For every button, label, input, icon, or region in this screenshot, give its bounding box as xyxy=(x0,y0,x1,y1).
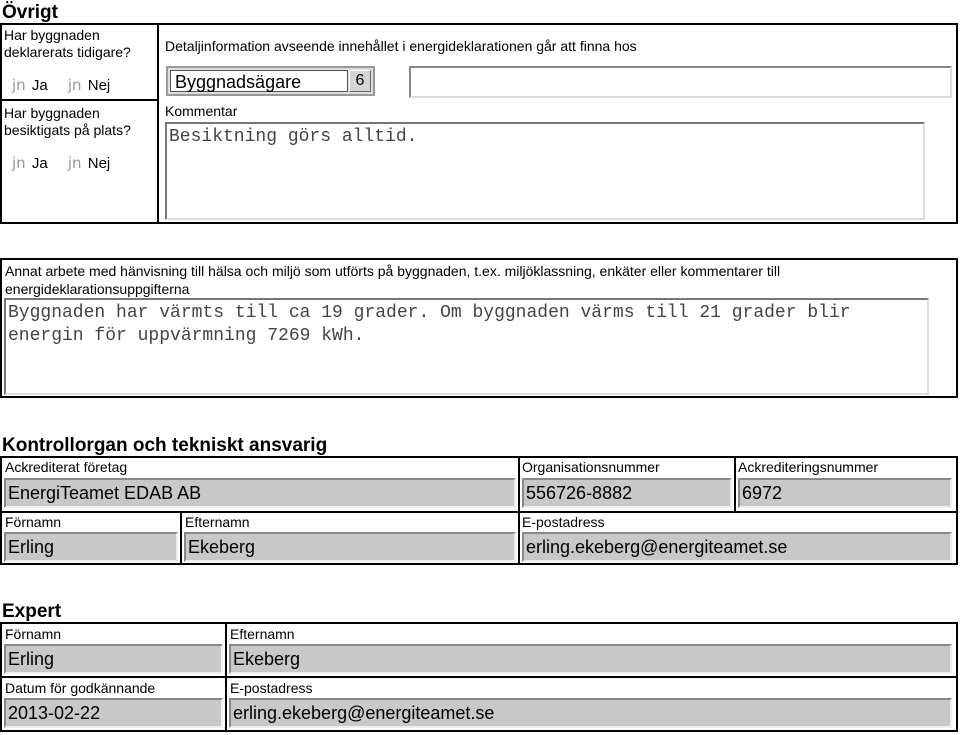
org-number-field[interactable]: 556726-8882 xyxy=(522,478,732,508)
expert-last-name-field[interactable]: Ekeberg xyxy=(229,644,952,674)
dropdown-button[interactable]: 6 xyxy=(349,70,371,92)
approval-date-label: Datum för godkännande xyxy=(5,680,156,696)
approval-date-field[interactable]: 2013-02-22 xyxy=(4,698,223,728)
radio-group-inspected xyxy=(12,154,110,172)
accreditation-number-field[interactable]: 6972 xyxy=(738,478,952,508)
expert-last-name-label: Efternamn xyxy=(230,626,295,642)
kontroll-email-label: E-postadress xyxy=(522,514,605,530)
other-work-label: Annat arbete med hänvisning till hälsa och miljö som utförts på byggnaden, t.ex. miljöklassning, enkäter eller kommentarer till energideklarationsuppgifterna xyxy=(5,263,781,297)
expert-col-divider xyxy=(225,622,227,732)
radio-declared-yes[interactable]: jn xyxy=(12,76,26,94)
kontroll-first-name-field[interactable]: Erling xyxy=(4,532,178,562)
radio-inspected-yes[interactable]: jn xyxy=(12,154,26,172)
detail-info-label: Detaljinformation avseende innehållet i energideklarationen går att finna hos xyxy=(165,38,637,54)
radio-inspected-no[interactable]: jn xyxy=(67,154,82,172)
expert-email-field[interactable]: erling.ekeberg@energiteamet.se xyxy=(229,698,952,728)
kontroll-col-divider-2 xyxy=(734,456,736,512)
kontroll-email-field[interactable]: erling.ekeberg@energiteamet.se xyxy=(522,532,952,562)
radio-group-declared xyxy=(12,76,110,94)
kontroll-col-divider-1 xyxy=(518,456,520,565)
kontroll-last-name-label: Efternamn xyxy=(185,514,250,530)
expert-first-name-field[interactable]: Erling xyxy=(4,644,223,674)
question-inspected-on-site: Har byggnaden besiktigats på plats? xyxy=(4,105,131,138)
expert-row-divider xyxy=(0,676,958,678)
radio-declared-no-label: Nej xyxy=(87,77,111,94)
radio-declared-yes-label: Ja xyxy=(31,77,48,94)
comment-textarea[interactable]: Besiktning görs alltid. xyxy=(165,122,925,220)
radio-declared-no[interactable]: jn xyxy=(67,76,82,94)
expert-heading: Expert xyxy=(2,601,62,622)
other-work-textarea[interactable]: Byggnaden har värmts till ca 19 grader. Om byggnaden värms till 21 grader blir energin för uppvärmning 7269 kWh. xyxy=(4,298,929,395)
expert-email-label: E-postadress xyxy=(230,680,313,696)
org-number-label: Organisationsnummer xyxy=(522,459,660,475)
radio-inspected-no-label: Nej xyxy=(87,155,111,172)
ovrigt-question-divider xyxy=(0,99,158,101)
holder-other-input[interactable] xyxy=(409,66,952,98)
kontroll-col-divider-3 xyxy=(180,511,182,565)
holder-select-value: Byggnadsägare xyxy=(170,70,348,92)
kontroll-row-divider xyxy=(0,511,958,513)
expert-first-name-label: Förnamn xyxy=(5,626,62,642)
ovrigt-divider xyxy=(157,23,159,224)
question-declared-before: Har byggnaden deklarerats tidigare? xyxy=(4,27,131,60)
comment-label: Kommentar xyxy=(165,103,238,119)
kontroll-last-name-field[interactable]: Ekeberg xyxy=(184,532,516,562)
ovrigt-heading: Övrigt xyxy=(2,2,58,23)
radio-inspected-yes-label: Ja xyxy=(31,155,48,172)
company-field[interactable]: EnergiTeamet EDAB AB xyxy=(4,478,516,508)
kontroll-heading: Kontrollorgan och tekniskt ansvarig xyxy=(2,435,328,456)
accreditation-number-label: Ackrediteringsnummer xyxy=(738,459,879,475)
company-label: Ackrediterat företag xyxy=(5,459,128,475)
kontroll-first-name-label: Förnamn xyxy=(5,514,62,530)
holder-select[interactable] xyxy=(166,66,375,96)
